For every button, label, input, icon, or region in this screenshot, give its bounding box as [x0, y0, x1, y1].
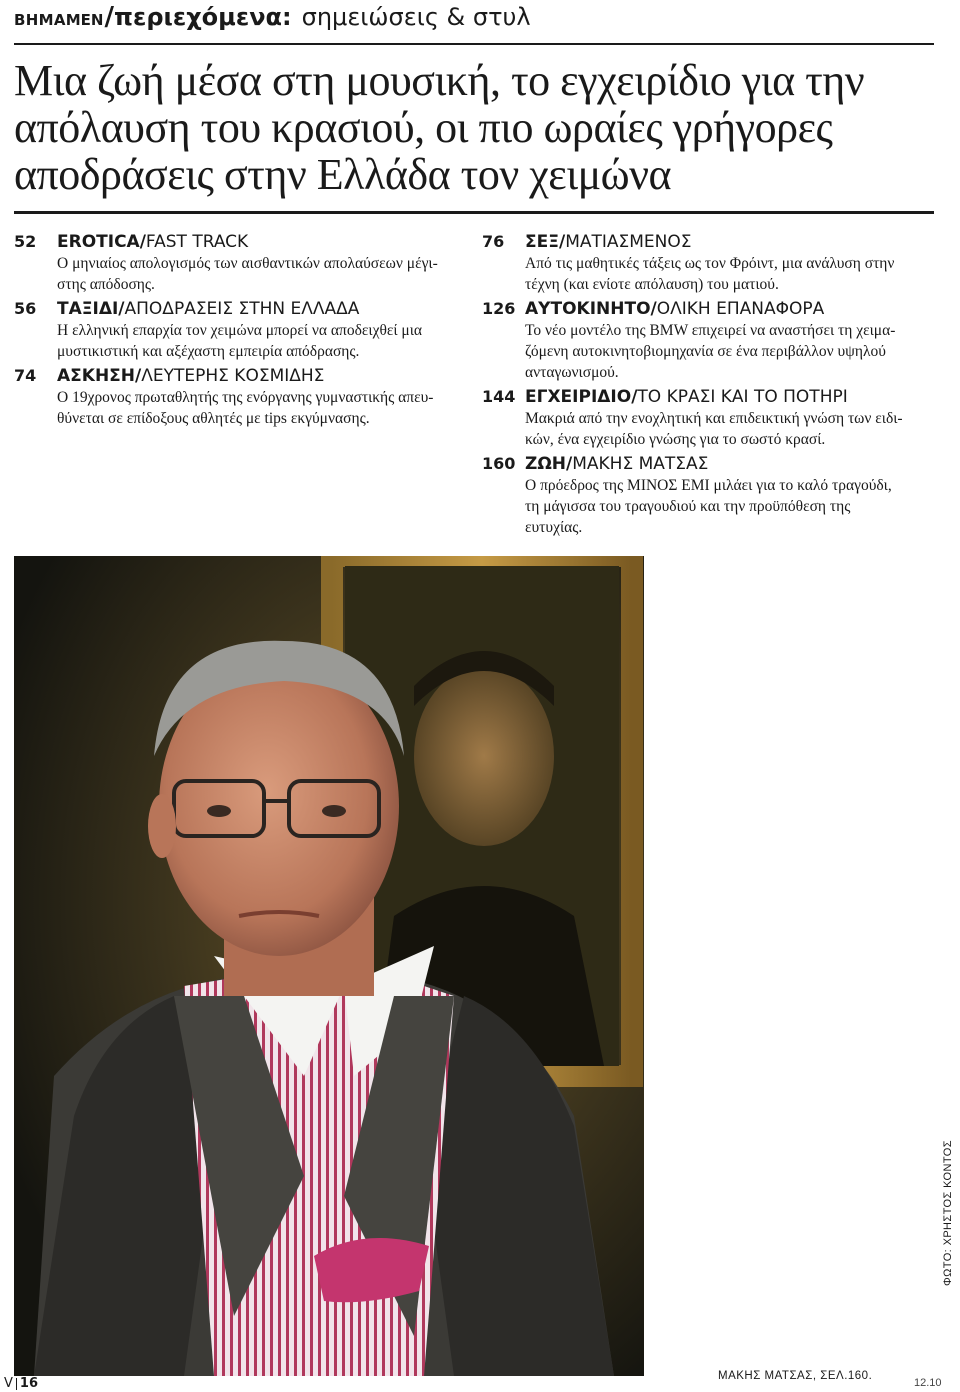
footer-separator: [16, 1378, 17, 1390]
brand-logo-sub: MEN: [65, 11, 104, 29]
entry-heading: [14, 366, 454, 386]
entry-heading: [14, 232, 454, 252]
entry-page-number: 144: [482, 387, 516, 406]
section-subtitle: σημειώσεις & στυλ: [301, 3, 531, 31]
entry-heading: [482, 299, 932, 319]
entry-heading: [482, 232, 932, 252]
entry-page-number: 52: [14, 232, 37, 251]
entry-category: ΕΓΧΕΙΡΙΔΙΟ/: [525, 387, 638, 407]
issue-label: 12.10: [914, 1377, 942, 1389]
entry-description-line: Ο μηνιαίος απολογισμός των αισθαντικών απολαύσεων μέγι-: [57, 255, 438, 272]
entry-page-number: 76: [482, 232, 505, 251]
contents-entry: [14, 299, 454, 362]
entry-description: [57, 253, 454, 295]
brand-logo: ΒΗΜΑ: [14, 11, 66, 29]
portrait-illustration: [14, 556, 644, 1376]
entry-page-number: 160: [482, 454, 516, 473]
entry-description-line: Ο 19χρονος πρωταθλητής της ενόργανης γυμναστικής απευ-: [57, 389, 434, 406]
page-headline: Μια ζωή μέσα στη μουσική, το εγχειρίδιο για την απόλαυση του κρασιού, οι πιο ωραίες γρήγορες αποδράσεις στην Ελλάδα τον χειμώνα: [14, 56, 865, 199]
entry-topic: FAST TRACK: [145, 232, 249, 252]
top-divider: [14, 43, 934, 45]
entry-heading: [482, 387, 932, 407]
entry-topic: ΛΕΥΤΕΡΗΣ ΚΟΣΜΙΔΗΣ: [141, 366, 325, 386]
entry-description-line: ευτυχίας.: [525, 519, 583, 536]
entry-description-line: τέχνη (και ενίοτε απόλαυση) του ματιού.: [525, 276, 779, 293]
contents-column-right: [482, 232, 932, 542]
entry-description-line: Από τις μαθητικές τάξεις ως τον Φρόιντ, μια ανάλυση στην: [525, 255, 895, 272]
entry-description: [57, 387, 454, 429]
page-number: 16: [19, 1376, 38, 1391]
page-footer-left: [4, 1376, 38, 1391]
photo-caption: ΜΑΚΗΣ ΜΑΤΣΑΣ, ΣΕΛ.160.: [718, 1370, 873, 1382]
entry-category: EROTICA/: [57, 232, 146, 252]
entry-description-line: θύνεται σε επίδοξους αθλητές με tips εκγύμνασης.: [57, 410, 370, 427]
portrait-photo: [14, 556, 644, 1376]
entry-description-line: ζόμενη αυτοκινητοβιομηχανία σε ένα περιβάλλον υψηλού: [525, 343, 886, 360]
contents-entry: [482, 454, 932, 538]
entry-description-line: κών, ένα εγχειρίδιο γνώσης για το σωστό κρασί.: [525, 431, 826, 448]
masthead-slash: /: [104, 2, 114, 32]
photo-credit: ΦΩΤΟ: ΧΡΗΣΤΟΣ ΚΟΝΤΟΣ: [942, 1140, 954, 1286]
entry-description-line: Το νέο μοντέλο της BMW επιχειρεί να αναστήσει τη χειμα-: [525, 322, 896, 339]
entry-topic: ΟΛΙΚΗ ΕΠΑΝΑΦΟΡΑ: [656, 299, 825, 319]
entry-description: [525, 408, 932, 450]
entry-category: ΖΩΗ/: [525, 454, 573, 474]
entry-heading: [482, 454, 932, 474]
entry-description: [525, 320, 932, 383]
entry-topic: ΤΟ ΚΡΑΣΙ ΚΑΙ ΤΟ ΠΟΤΗΡΙ: [637, 387, 848, 407]
entry-description-line: στης απόδοσης.: [57, 276, 155, 293]
contents-divider: [14, 211, 934, 214]
entry-heading: [14, 299, 454, 319]
contents-column-left: [14, 232, 454, 433]
contents-entry: [482, 232, 932, 295]
entry-topic: ΑΠΟΔΡΑΣΕΙΣ ΣΤΗΝ ΕΛΛΑΔΑ: [124, 299, 360, 319]
contents-entry: [14, 232, 454, 295]
entry-description: [57, 320, 454, 362]
entry-description: [525, 253, 932, 295]
contents-entry: [14, 366, 454, 429]
entry-category: ΣΕΞ/: [525, 232, 566, 252]
entry-page-number: 126: [482, 299, 516, 318]
entry-description-line: μυστικιστική και αξέχαστη εμπειρία απόδρασης.: [57, 343, 360, 360]
entry-topic: ΜΑΤΙΑΣΜΕΝΟΣ: [565, 232, 692, 252]
entry-category: ΑΣΚΗΣΗ/: [57, 366, 142, 386]
entry-page-number: 74: [14, 366, 37, 385]
entry-topic: ΜΑΚΗΣ ΜΑΤΣΑΣ: [572, 454, 709, 474]
entry-page-number: 56: [14, 299, 37, 318]
entry-description: [525, 475, 932, 538]
entry-description-line: ανταγωνισμού.: [525, 364, 619, 381]
entry-description-line: Μακριά από την ενοχλητική και επιδεικτική γνώση των ειδι-: [525, 410, 903, 427]
section-mark: V: [4, 1376, 13, 1391]
entry-description-line: Ο πρόεδρος της ΜΙΝΟΣ ΕΜΙ μιλάει για το καλό τραγούδι,: [525, 477, 892, 494]
entry-category: ΤΑΞΙΔΙ/: [57, 299, 125, 319]
masthead: [14, 2, 531, 36]
contents-entry: [482, 299, 932, 383]
entry-description-line: τη μάγισσα του τραγουδιού και την προϋπόθεση της: [525, 498, 851, 515]
entry-description-line: Η ελληνική επαρχία τον χειμώνα μπορεί να αποδειχθεί μια: [57, 322, 423, 339]
contents-entry: [482, 387, 932, 450]
entry-category: ΑΥΤΟΚΙΝΗΤΟ/: [525, 299, 657, 319]
section-title: περιεχόμενα:: [113, 3, 292, 31]
